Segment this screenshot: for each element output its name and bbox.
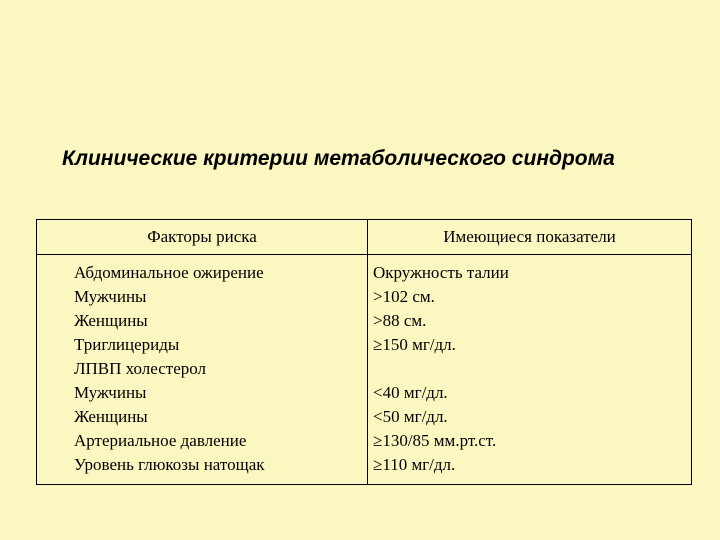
list-item: ЛПВП холестерол [74, 359, 207, 378]
slide-title: Клинические критерии метаболического синдрома [62, 147, 615, 170]
list-item [373, 357, 509, 381]
criteria-table [36, 219, 692, 485]
list-item: Женщины [74, 311, 148, 330]
list-item: <40 мг/дл. [373, 383, 448, 402]
header-risk-factors: Факторы риска [147, 227, 257, 246]
list-item: Окружность талии [373, 263, 509, 282]
header-indicators: Имеющиеся показатели [443, 227, 616, 246]
list-item: Триглицериды [74, 335, 180, 354]
list-item: ≥110 мг/дл. [373, 455, 456, 474]
list-item: Абдоминальное ожирение [74, 263, 264, 282]
list-item: ≥130/85 мм.рт.ст. [373, 431, 497, 450]
indicators-list [373, 261, 509, 477]
list-item: Уровень глюкозы натощак [74, 455, 265, 474]
list-item: >102 см. [373, 287, 435, 306]
list-item: <50 мг/дл. [373, 407, 448, 426]
list-item: ≥150 мг/дл. [373, 335, 456, 354]
column-divider [367, 220, 368, 484]
table-header-row [37, 220, 691, 255]
list-item: Мужчины [74, 287, 147, 306]
list-item: Артериальное давление [74, 431, 247, 450]
risk-factors-list [74, 261, 265, 477]
list-item: >88 см. [373, 311, 427, 330]
list-item: Мужчины [74, 383, 147, 402]
list-item: Женщины [74, 407, 148, 426]
